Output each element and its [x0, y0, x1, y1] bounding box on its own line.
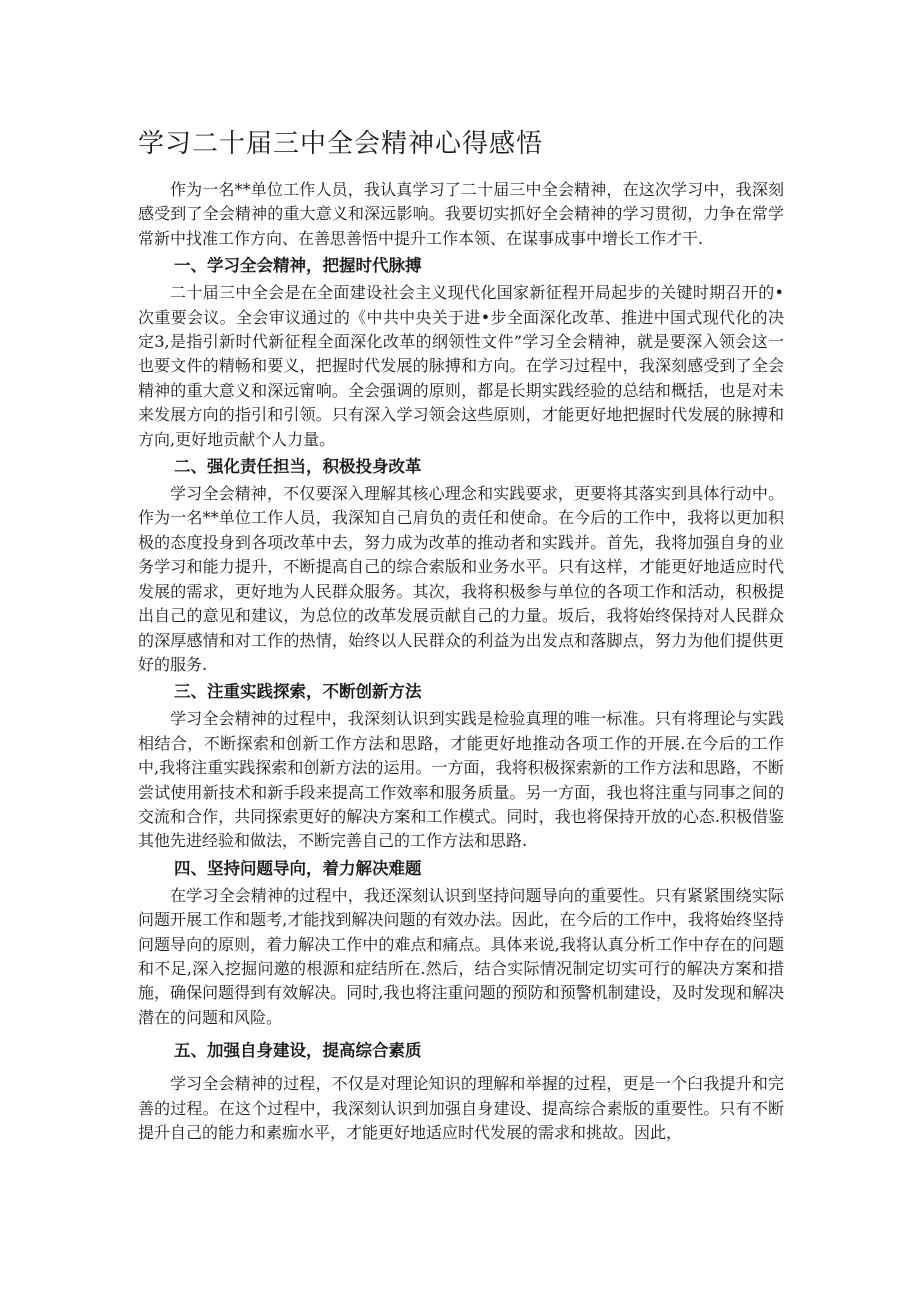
intro-paragraph: 作为一名**单位工作人员，我认真学习了二十届三中全会精神，在这次学习中，我深刻感受到了全会精神的重大意义和深远影响。我要切实抓好全会精神的学习贯彻，力争在常学常新中找准工作方向、在善思善悟中提升工作本领、在谋事成事中增长工作才干.	[138, 180, 784, 248]
section-body-3: 学习全会精神的过程中，我深刻认识到实践是检验真理的唯一标准。只有将理论与实践相结合，不断探索和创新工作方法和思路，才能更好地推动各项工作的开展.在今后的工作中,我将注重实践探索和创新方法的运用。一方面，我将积极探索新的工作方法和思路，不断尝试使用新技术和新手段来提高工作效率和服务质量。另一方面，我也将注重与同事之间的交流和合作，共同探索更好的解决方案和工作模式。同时，我也将保持开放的心态.积极借鉴其他先进经验和做法，不断完善自己的工作方法和思路.	[138, 709, 784, 851]
section-heading-3: 三、注重实践探索，不断创新方法	[174, 682, 422, 702]
section-body-4: 在学习全会精神的过程中，我还深刻认识到坚持问题导向的重要性。只有紧紧围绕实际问题开展工作和题考,才能找到解决问题的有效办法。因此，在今后的工作中，我将始终坚持问题导向的原则，着力解决工作中的难点和痛点。具体来说,我将认真分析工作中存在的问题和不足,深入挖掘问邀的根源和症结所在.然后，结合实际情况制定切实可行的解决方案和措施，确保问题得到有效解决。同时,我也将注重问题的预防和预警机制建设，及时发现和解决潜在的问题和风险。	[138, 885, 784, 1027]
section-body-5: 学习全会精神的过程，不仅是对理论知识的理解和举握的过程，更是一个臼我提升和完善的过程。在这个过程中，我深刻认识到加强自身建设、提高综合素版的重要性。只有不断提升自己的能力和素痂水平，才能更好地适应时代发展的需求和挑故。因此，	[138, 1074, 784, 1142]
section-heading-1: 一、学习全会精神，把握时代脉搏	[174, 256, 422, 276]
page-title: 学习二十届三中全会精神心得感悟	[138, 129, 544, 159]
section-body-2: 学习全会精神，不仅要深入理解其核心理念和实践要求，更要将其落实到具体行动中。作为一名**单位工作人员，我深知自己肩负的责任和使命。在今后的工作中，我将以更加积极的态度投身到各项改革中去，努力成为改革的推动者和实践并。首先，我将加强自身的业务学习和能力提升，不断提高自己的综合索版和业务水平。只有这样，才能更好地适应时代发展的需求，更好地为人民群众服务。其次，我将积极参与单位的各项工作和活动，积极提出自己的意见和建议，为总位的改革发展贡献自己的力量。坂后，我将始终保持对人民群众的深厚感情和对工作的热情，始终以人民群众的利益为出发点和落脚点，努力为他们提供更好的服务.	[138, 484, 784, 674]
section-body-1: 二十届三中全会是在全面建设社会主义现代化国家新征程开局起步的关键时期召开的•次重要会议。全会审议通过的《中共中央关于进•步全面深化改革、推进中国式现代化的决定3,是指引新时代新征程全面深化改革的纲领性文件”学习全会精神，就是要深入领会这一也要文件的精畅和要义，把握时代发展的脉搏和方向。在学习过程中，我深刻感受到了全会精神的重大意义和深远甯响。全会强调的原则，都是长期实践经验的总结和概括，也是对未来发展方向的指引和引领。只有深入学习领会这些原则，才能更好地把握时代发展的脉搏和方向,更好地贡献个人力量。	[138, 283, 784, 449]
section-heading-5: 五、加强自身建设，提高综合素质	[174, 1041, 422, 1061]
document-body	[138, 178, 784, 1145]
section-heading-2: 二、强化责任担当，积极投身改革	[174, 457, 422, 477]
section-heading-4: 四、坚持问题导向，着力解决难题	[174, 858, 422, 878]
